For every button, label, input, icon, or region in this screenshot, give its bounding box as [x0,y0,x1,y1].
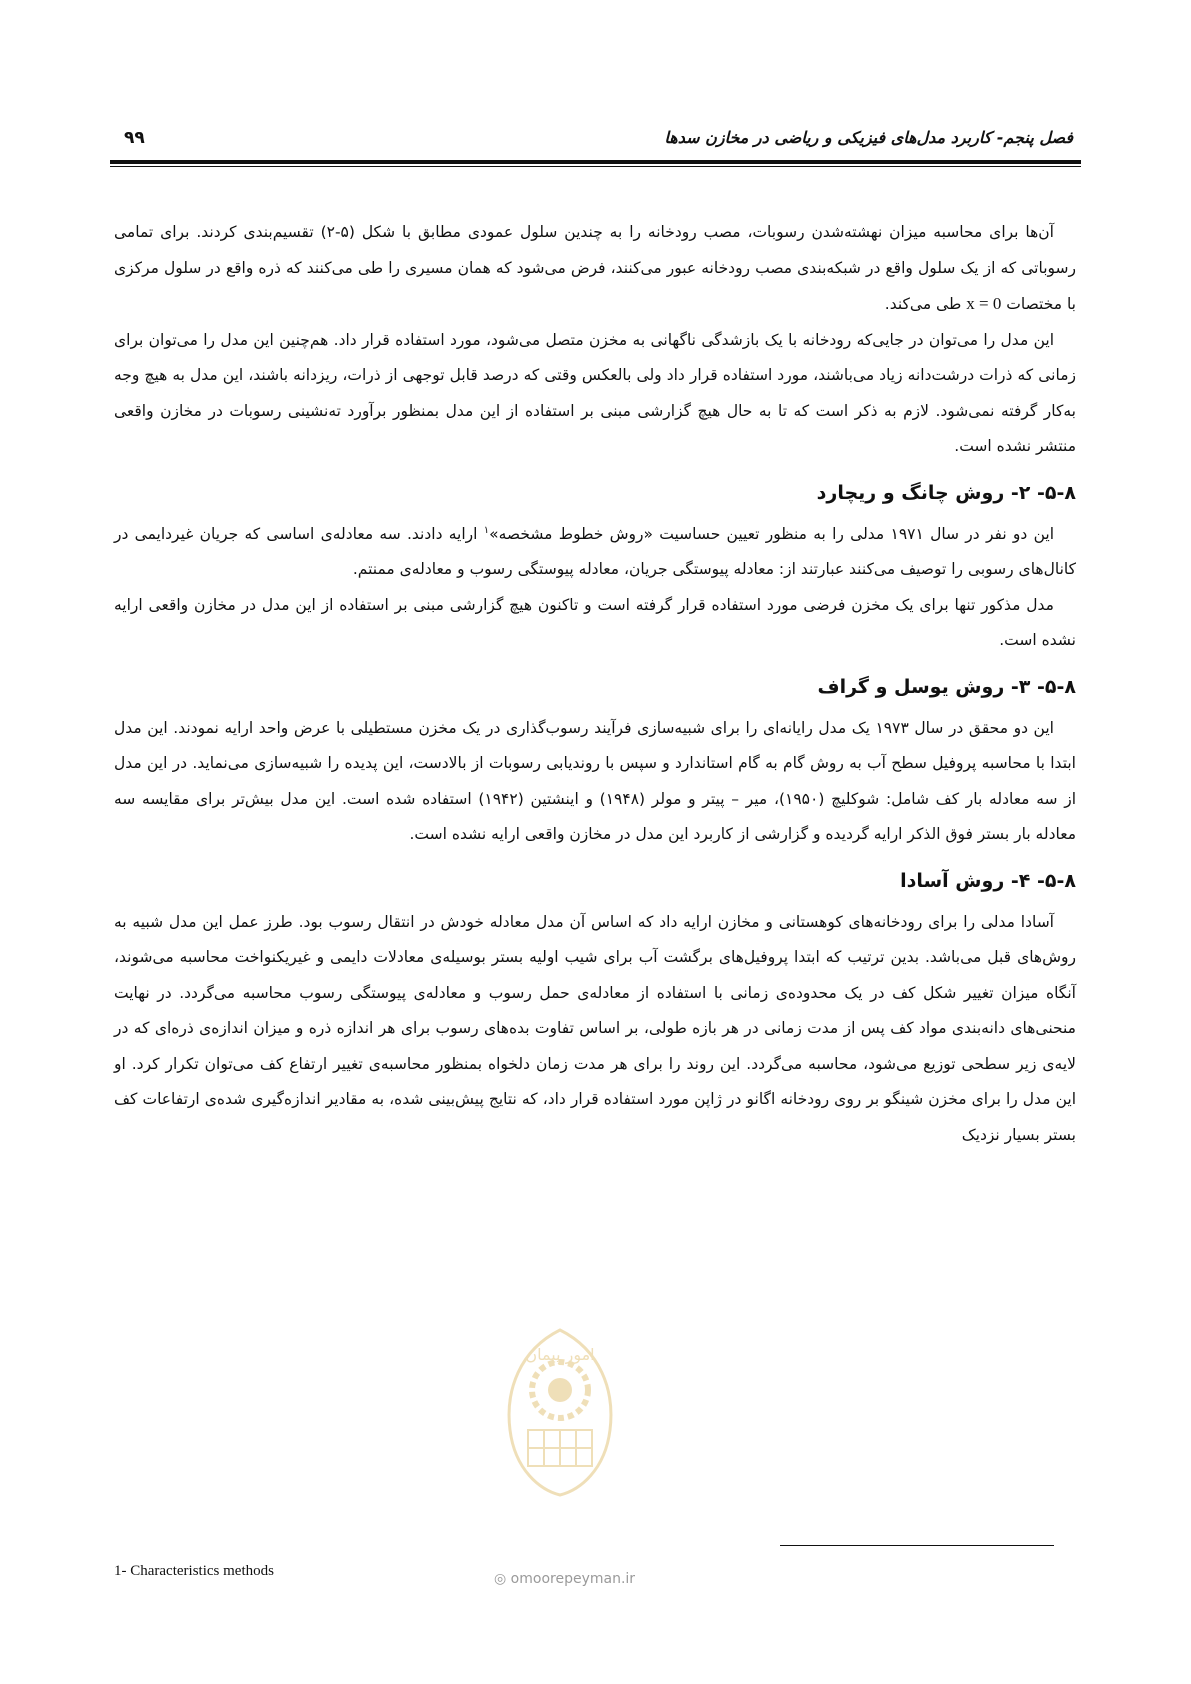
paragraph: این مدل را می‌توان در جایی‌که رودخانه با یک بازشدگی ناگهانی به مخزن متصل می‌شود، مورد استفاده قرار داد. هم‌چنین این مدل را می‌توان برای زمانی که ذرات درشت‌دانه زیاد می‌باشند، مورد استفاده قرار داد ولی بالعکس وقتی که درصد قابل توجهی از ذرات، ریزدانه باشند، این مدل به هیچ وجه به‌کار گرفته نمی‌شود. لازم به ذکر است که تا به حال هیچ گزارشی مبنی بر استفاده از این مدل بمنظور برآورد ته‌نشینی رسوبات در مخازن واقعی منتشر نشده است. [114,330,1076,455]
section-heading: ۵-۸- ۴- روش آسادا [900,869,1076,892]
footnote-marker: ۱ [483,524,490,536]
page-number: ۹۹ [124,128,145,148]
watermark-url: ◎ omoorepeyman.ir [494,1571,636,1587]
body-text [114,215,1076,1153]
section-heading: ۵-۸- ۲- روش چانگ و ریچارد [816,481,1076,504]
watermark-logo [490,1320,630,1500]
footnote-rule [780,1545,1054,1546]
running-header [118,128,1073,154]
section-heading: ۵-۸- ۳- روش یوسل و گراف [817,675,1076,698]
header-rule-thin [110,166,1081,167]
equation: x = 0 [966,294,1002,313]
paragraph: آن‌ها برای محاسبه میزان نهشته‌شدن رسوبات، مصب رودخانه را به چندین سلول عمودی مطابق با شکل (۵-۲) تقسیم‌بندی کردند. برای تمامی رسوباتی که از یک سلول واقع در شبکه‌بندی مصب رودخانه عبور می‌کنند، فرض می‌شود که همان مسیری را طی می‌کنند که ذره واقع در سلول مرکزی با مختصات x = 0 طی می‌کند. [114,223,1076,313]
paragraph: این دو نفر در سال ۱۹۷۱ مدلی را به منظور تعیین حساسیت «روش خطوط مشخصه»$^۱$ ارایه دادند. سه معادله‌ی اساسی که جریان غیردایمی در کانال‌های رسوبی را توصیف می‌کنند عبارتند از: معادله پیوستگی جریان، معادله پیوستگی رسوب و معادله‌ی ممنتم. [114,524,1076,578]
paragraph: مدل مذکور تنها برای یک مخزن فرضی مورد استفاده قرار گرفته است و تاکنون هیچ گزارشی مبنی بر استفاده از این مدل در مخازن واقعی ارایه نشده است. [114,595,1076,649]
footnote: 1- Characteristics methods [114,1563,274,1579]
chapter-title: فصل پنجم- کاربرد مدل‌های فیزیکی و ریاضی در مخازن سدها [664,128,1073,147]
paragraph: آسادا مدلی را برای رودخانه‌های کوهستانی و مخازن ارایه داد که اساس آن مدل معادله خودش در انتقال رسوب بود. طرز عمل این مدل شبیه به روش‌های قبل می‌باشد. بدین ترتیب که ابتدا پروفیل‌های برگشت آب برای شیب اولیه بستر بوسیله‌ی معادلات دایمی و غیریکنواخت محاسبه می‌شوند، آنگاه میزان تغییر شکل کف در یک محدوده‌ی زمانی با استفاده از معادله‌ی حمل رسوب و معادله‌ی پیوستگی رسوب محاسبه می‌گردد. در نهایت منحنی‌های دانه‌بندی مواد کف پس از مدت زمانی در هر بازه طولی، بر اساس تفاوت بده‌های رسوب برای هر اندازه ذره و میزان اندازه‌ی ذره‌ای که در لایه‌ی زیر سطحی توزیع می‌شود، محاسبه می‌گردد. این روند را برای هر مدت زمان دلخواه بمنظور محاسبه‌ی تغییر ارتفاع کف می‌توان تکرار کرد. او این مدل را برای مخزن شینگو بر روی رودخانه اگانو در ژاپن مورد استفاده قرار داد، که نتایج پیش‌بینی شده، به مقادیر اندازه‌گیری شده‌ی ارتفاعات کف بستر بسیار نزدیک [114,912,1076,1144]
paragraph: این دو محقق در سال ۱۹۷۳ یک مدل رایانه‌ای را برای شبیه‌سازی فرآیند رسوب‌گذاری در یک مخزن مستطیلی با عرض واحد ارایه نمودند. این مدل ابتدا با محاسبه پروفیل سطح آب به روش گام به گام استاندارد و سپس با روندیابی رسوبات از بالادست، این پدیده را شبیه‌سازی می‌نماید. در این مدل از سه معادله بار کف شامل: شوکلیچ (۱۹۵۰)، میر – پیتر و مولر (۱۹۴۸) و اینشتین (۱۹۴۲) استفاده شده است. این مدل بیش‌تر برای مقایسه سه معادله بار بستر فوق الذکر ارایه گردیده و گزارشی از کاربرد این مدل در مخازن واقعی ارایه نشده است. [114,718,1077,843]
header-rule-thick [110,160,1081,164]
svg-text:امور پیمان: امور پیمان [525,1345,595,1364]
